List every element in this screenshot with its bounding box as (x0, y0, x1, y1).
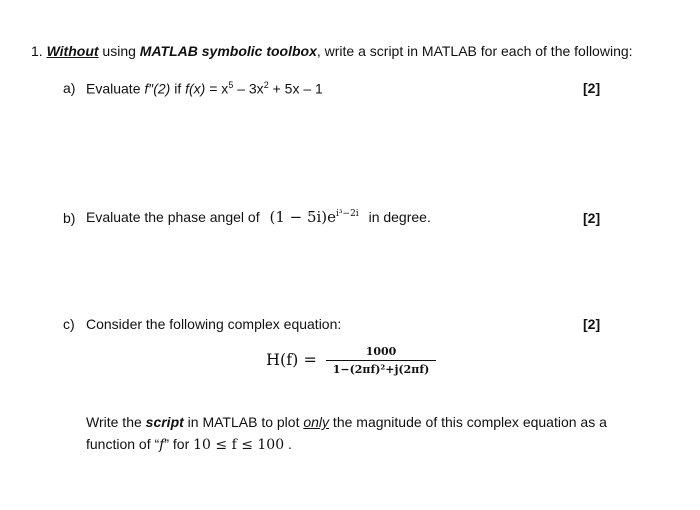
question-number: 1. (31, 43, 43, 59)
equation-lhs: H(f) = (266, 350, 317, 369)
part-b-prefix: Evaluate the phase angel of (86, 209, 260, 225)
part-a-exp5: 5 (228, 80, 234, 90)
equation-numerator: 1000 (365, 345, 397, 358)
part-b-text (86, 208, 431, 226)
instr-f: f (159, 437, 165, 453)
instr-period: . (284, 436, 292, 452)
equation-denominator: 1−(2πf)²+j(2πf) (332, 363, 430, 376)
part-b-marks: [2] (583, 210, 601, 226)
instr-after-only: the magnitude of this complex equation as a (329, 414, 607, 430)
instr-for: ” for (164, 436, 194, 452)
emphasis-toolbox: MATLAB symbolic toolbox (139, 43, 317, 59)
part-a-rest: + 5x – 1 (268, 80, 323, 97)
part-b-expression (269, 208, 358, 226)
part-a-if: if (170, 80, 186, 97)
equation-fraction (326, 345, 436, 376)
part-a-prefix: Evaluate (86, 80, 145, 97)
instr-write-the: Write the (86, 414, 146, 430)
part-b-label: b) (63, 210, 76, 226)
part-b-base: (1 − 5i)e (269, 208, 337, 226)
part-b-exponent: i³−2i (336, 209, 359, 219)
part-a-exp2: 2 (263, 80, 269, 90)
part-c-text: Consider the following complex equation: (86, 316, 342, 332)
instr-range: 10 ≤ f ≤ 100 (193, 437, 285, 453)
question-heading (31, 43, 633, 59)
part-a-derivative: f″(2) (144, 80, 171, 97)
instr-script: script (145, 414, 184, 430)
part-c-marks: [2] (583, 316, 601, 332)
part-c-label: c) (63, 316, 75, 332)
part-c-instruction-line1 (86, 414, 607, 430)
instr-function-of: function of “ (86, 436, 160, 452)
part-a-label: a) (63, 80, 76, 96)
part-a-text (86, 80, 323, 97)
part-c-instruction-line2 (86, 436, 292, 453)
part-b-tail: in degree. (368, 209, 431, 225)
part-a-fx: f(x) (185, 80, 206, 97)
heading-text-using: using (98, 43, 140, 59)
fraction-bar (326, 360, 436, 361)
instr-in-matlab: in MATLAB to plot (183, 414, 304, 430)
emphasis-without: Without (46, 43, 99, 59)
instr-only: only (303, 414, 330, 430)
part-a-eq: = x (205, 80, 229, 97)
heading-text-rest: , write a script in MATLAB for each of the following: (316, 43, 633, 59)
part-a-minus: – 3x (233, 80, 264, 97)
part-a-marks: [2] (583, 80, 601, 96)
